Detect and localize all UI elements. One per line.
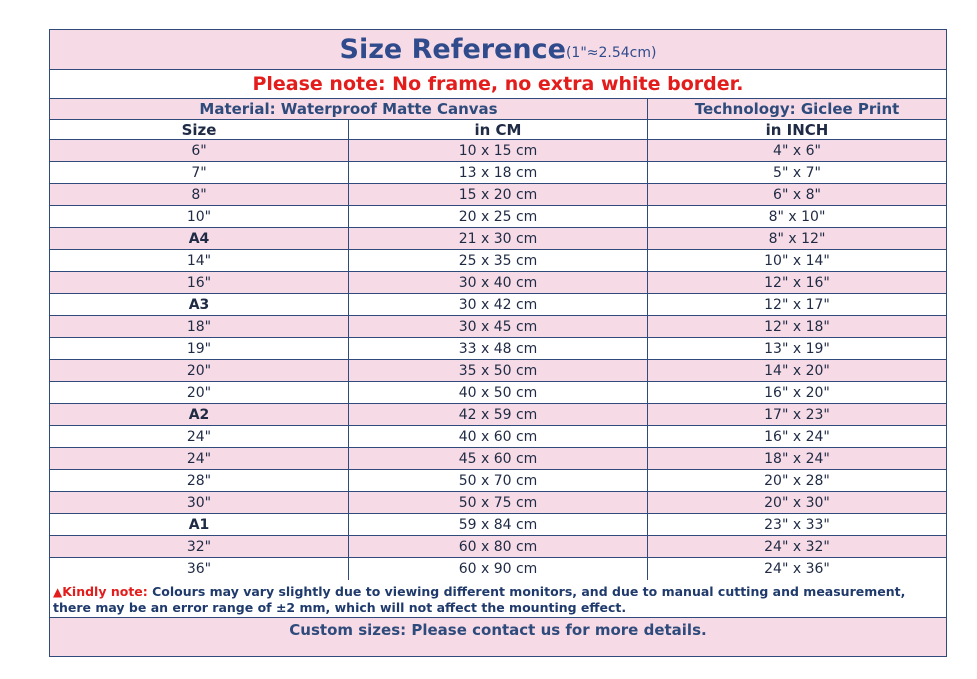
inch-cell: 8" x 12" bbox=[768, 230, 826, 247]
cm-cell: 40 x 50 cm bbox=[349, 382, 648, 403]
table-row bbox=[50, 404, 946, 426]
material-label: Material: Waterproof Matte Canvas bbox=[199, 100, 498, 118]
size-cell: 24" bbox=[50, 448, 349, 469]
cm-cell: 30 x 42 cm bbox=[349, 294, 648, 315]
table-row bbox=[50, 360, 946, 382]
cm-cell: 35 x 50 cm bbox=[349, 360, 648, 381]
table-row bbox=[50, 536, 946, 558]
size-cell: A2 bbox=[50, 404, 349, 425]
cm-cell: 13 x 18 cm bbox=[349, 162, 648, 183]
title-conversion-note: (1"≈2.54cm) bbox=[565, 44, 657, 61]
cm-cell: 33 x 48 cm bbox=[349, 338, 648, 359]
frame-note-row bbox=[50, 70, 946, 99]
cm-cell: 59 x 84 cm bbox=[349, 514, 648, 535]
inch-cell: 18" x 24" bbox=[764, 450, 830, 467]
title-row bbox=[50, 30, 946, 70]
inch-cell: 5" x 7" bbox=[773, 164, 821, 181]
cm-cell: 60 x 90 cm bbox=[349, 558, 648, 580]
title-cell bbox=[50, 30, 946, 69]
cm-cell: 45 x 60 cm bbox=[349, 448, 648, 469]
cm-cell: 25 x 35 cm bbox=[349, 250, 648, 271]
table-row bbox=[50, 294, 946, 316]
size-cell: 19" bbox=[50, 338, 349, 359]
table-row bbox=[50, 140, 946, 162]
table-row bbox=[50, 250, 946, 272]
cm-cell: 21 x 30 cm bbox=[349, 228, 648, 249]
size-cell: 14" bbox=[50, 250, 349, 271]
technology-label: Technology: Giclee Print bbox=[694, 100, 900, 118]
cm-cell: 42 x 59 cm bbox=[349, 404, 648, 425]
table-row bbox=[50, 470, 946, 492]
custom-sizes-note: Custom sizes: Please contact us for more details. bbox=[289, 621, 707, 639]
size-cell: 32" bbox=[50, 536, 349, 557]
size-cell: 6" bbox=[50, 140, 349, 161]
table-row bbox=[50, 492, 946, 514]
cm-cell: 30 x 40 cm bbox=[349, 272, 648, 293]
header-size: Size bbox=[50, 120, 349, 139]
size-reference-table bbox=[49, 29, 947, 657]
kindly-note-text: Colours may vary slightly due to viewing different monitors, and due to manual cutting and measurement, there may be an error range of ±2 mm, which will not affect the mounting effect. bbox=[53, 584, 906, 615]
frame-note: Please note: No frame, no extra white border. bbox=[252, 73, 744, 95]
size-cell: 36" bbox=[50, 558, 349, 580]
table-row bbox=[50, 558, 946, 580]
table-row bbox=[50, 514, 946, 536]
material-cell bbox=[50, 99, 648, 119]
table-row bbox=[50, 228, 946, 250]
inch-cell: 16" x 24" bbox=[764, 428, 830, 445]
inch-cell: 10" x 14" bbox=[764, 252, 830, 269]
inch-cell: 23" x 33" bbox=[764, 516, 830, 533]
header-cm: in CM bbox=[349, 120, 648, 139]
inch-cell: 12" x 17" bbox=[764, 296, 830, 313]
frame-note-cell bbox=[50, 70, 946, 98]
cm-cell: 40 x 60 cm bbox=[349, 426, 648, 447]
inch-cell: 17" x 23" bbox=[764, 406, 830, 423]
inch-cell: 14" x 20" bbox=[764, 362, 830, 379]
cm-cell: 30 x 45 cm bbox=[349, 316, 648, 337]
custom-sizes-row bbox=[50, 618, 946, 656]
size-cell: 20" bbox=[50, 382, 349, 403]
size-cell: 18" bbox=[50, 316, 349, 337]
size-rows bbox=[50, 140, 946, 580]
kindly-note-row bbox=[50, 580, 946, 618]
size-cell: A3 bbox=[50, 294, 349, 315]
table-row bbox=[50, 184, 946, 206]
size-cell: 10" bbox=[50, 206, 349, 227]
size-cell: A1 bbox=[50, 514, 349, 535]
table-row bbox=[50, 338, 946, 360]
size-cell: 28" bbox=[50, 470, 349, 491]
size-cell: 16" bbox=[50, 272, 349, 293]
inch-cell: 12" x 18" bbox=[764, 318, 830, 335]
size-cell: 24" bbox=[50, 426, 349, 447]
inch-cell: 13" x 19" bbox=[764, 340, 830, 357]
inch-cell: 20" x 30" bbox=[764, 494, 830, 511]
inch-cell: 24" x 36" bbox=[764, 561, 830, 577]
size-cell: 7" bbox=[50, 162, 349, 183]
warning-triangle-icon: ▲ bbox=[53, 585, 63, 599]
header-row bbox=[50, 120, 946, 140]
technology-cell bbox=[648, 99, 946, 119]
material-row bbox=[50, 99, 946, 120]
inch-cell: 20" x 28" bbox=[764, 472, 830, 489]
size-cell: 20" bbox=[50, 360, 349, 381]
table-row bbox=[50, 272, 946, 294]
table-row bbox=[50, 316, 946, 338]
inch-cell: 6" x 8" bbox=[773, 186, 821, 203]
size-cell: 8" bbox=[50, 184, 349, 205]
inch-cell: 4" x 6" bbox=[773, 142, 821, 159]
kindly-note-label: Kindly note: bbox=[62, 584, 148, 599]
header-inch: in INCH bbox=[765, 120, 829, 139]
table-row bbox=[50, 448, 946, 470]
table-row bbox=[50, 162, 946, 184]
size-cell: 30" bbox=[50, 492, 349, 513]
cm-cell: 50 x 75 cm bbox=[349, 492, 648, 513]
table-row bbox=[50, 382, 946, 404]
inch-cell: 16" x 20" bbox=[764, 384, 830, 401]
cm-cell: 20 x 25 cm bbox=[349, 206, 648, 227]
cm-cell: 15 x 20 cm bbox=[349, 184, 648, 205]
inch-cell: 12" x 16" bbox=[764, 274, 830, 291]
table-row bbox=[50, 426, 946, 448]
page-title: Size Reference bbox=[339, 34, 566, 65]
table-row bbox=[50, 206, 946, 228]
cm-cell: 10 x 15 cm bbox=[349, 140, 648, 161]
cm-cell: 50 x 70 cm bbox=[349, 470, 648, 491]
inch-cell: 24" x 32" bbox=[764, 538, 830, 555]
size-cell: A4 bbox=[50, 228, 349, 249]
inch-cell: 8" x 10" bbox=[768, 208, 826, 225]
cm-cell: 60 x 80 cm bbox=[349, 536, 648, 557]
